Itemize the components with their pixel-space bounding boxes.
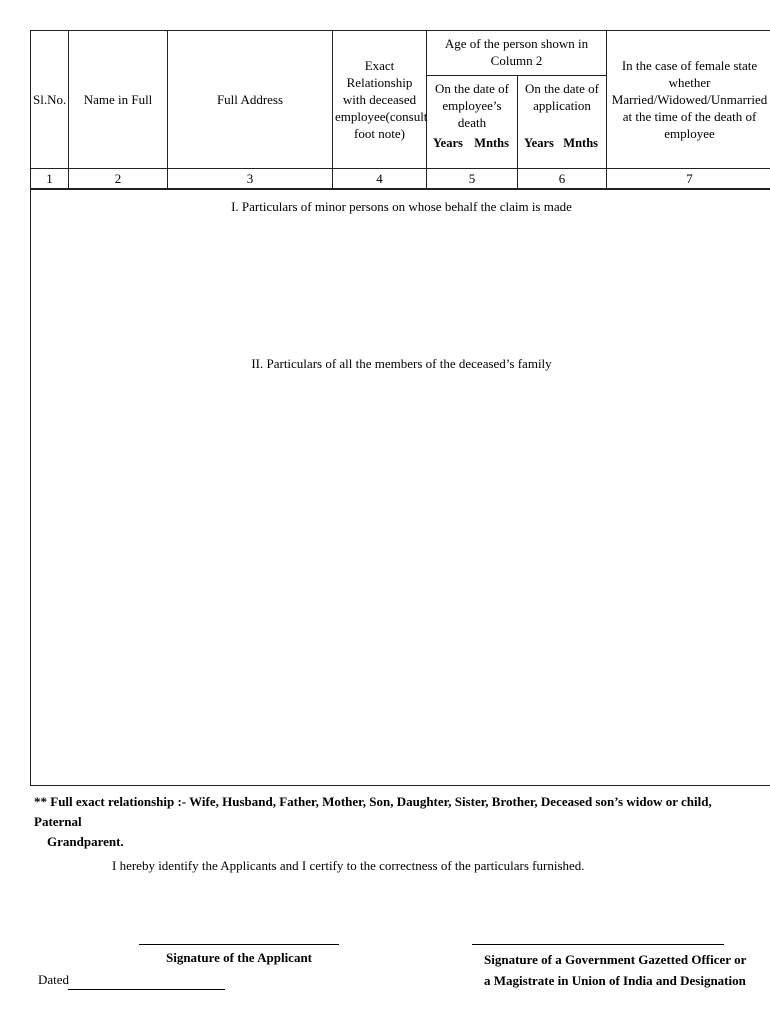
column-numbers-row [31,169,770,190]
footnote-line-2: Grandparent. [47,834,124,850]
officer-signature-label [484,950,746,992]
column-number: 4 [333,169,427,190]
months-label: Mnths [563,136,599,151]
officer-label-line-2: a Magistrate in Union of India and Designation [484,972,746,988]
header-name: Name in Full [69,31,168,169]
applicant-signature-label: Signature of the Applicant [165,950,313,965]
header-female-state: In the case of female state whether Married/Widowed/Unmarried at the time of the death of employee [607,31,770,169]
years-months-death [429,135,515,152]
footnote-line-1: ** Full exact relationship :- Wife, Husband, Father, Mother, Son, Daughter, Sister, Brother, Deceased son’s widow or child, Paternal [34,794,712,830]
column-number: 6 [518,169,607,190]
dated-field-line[interactable] [68,989,225,990]
officer-label-line-1: Signature of a Government Gazetted Officer or [484,952,747,967]
header-address: Full Address [168,31,333,169]
years-label: Years [433,136,463,151]
header-age-application: On the date of application [525,81,600,114]
section-minor-heading: I. Particulars of minor persons on whose behalf the claim is made [231,199,572,214]
section-family-heading: II. Particulars of all the members of the deceased’s family [251,356,552,371]
header-age-group: Age of the person shown in Column 2 [427,31,607,76]
claim-particulars-table [30,30,770,786]
applicant-signature-line[interactable] [139,944,339,945]
header-age-application-cell [518,76,607,169]
dated-label: Dated [38,972,70,987]
column-number: 5 [427,169,518,190]
header-relationship: Exact Relationship with deceased employee(consult foot note) [333,31,427,169]
years-label: Years [524,136,554,151]
particulars-entry-area[interactable] [31,189,770,786]
header-slno: Sl.No. [31,31,69,169]
months-label: Mnths [474,136,509,151]
header-age-death: On the date of employee’s death [434,81,509,131]
column-number: 1 [31,169,69,190]
relationship-footnote [34,792,734,852]
column-number: 2 [69,169,168,190]
column-number: 3 [168,169,333,190]
certification-text: I hereby identify the Applicants and I certify to the correctness of the particulars furnished. [112,858,585,873]
years-months-application [520,135,604,152]
column-number: 7 [607,169,770,190]
officer-signature-line[interactable] [472,944,724,945]
header-age-death-cell [427,76,518,169]
